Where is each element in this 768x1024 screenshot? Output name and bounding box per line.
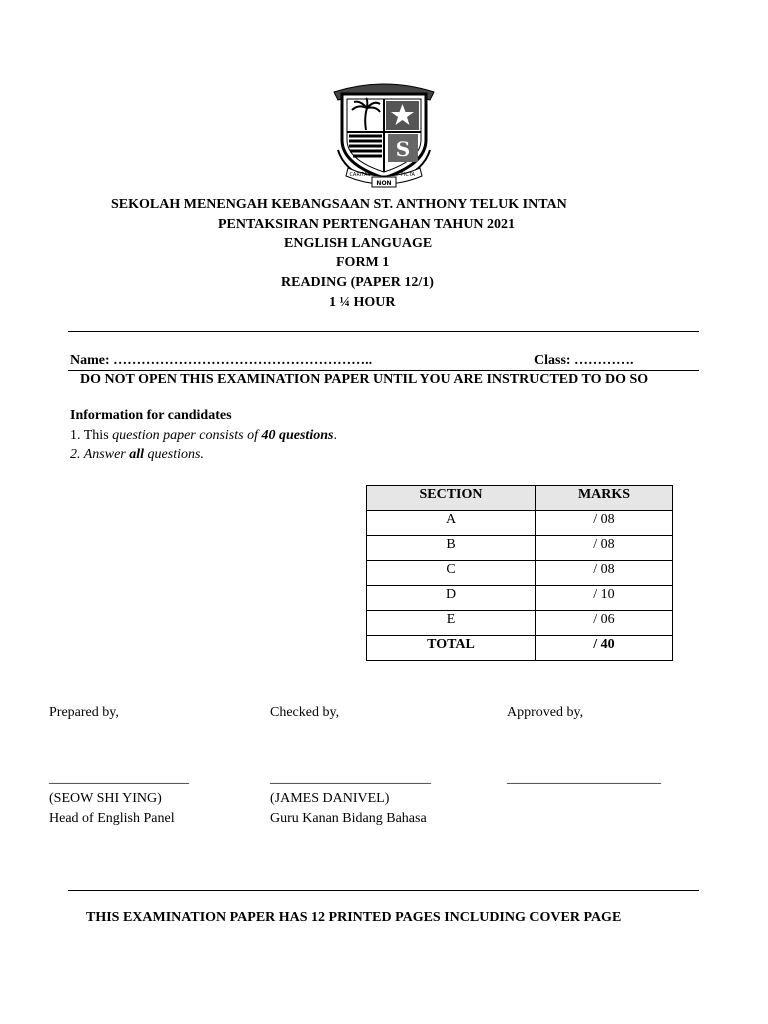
total-value: / 40: [536, 636, 673, 661]
info-line-1-end: .: [333, 428, 337, 443]
section-cell: B: [367, 536, 536, 561]
info-line-2: [70, 447, 204, 463]
section-cell: A: [367, 511, 536, 536]
subject-title: ENGLISH LANGUAGE: [284, 236, 433, 251]
info-line-2-end: questions.: [144, 447, 204, 462]
marks-column-header: MARKS: [536, 486, 673, 511]
info-line-1-italic: question paper consists of: [112, 428, 262, 443]
info-line-1-bold: 40 questions: [261, 428, 334, 443]
paper-title: READING (PAPER 12/1): [281, 275, 434, 290]
approved-signature-line: ______________________: [507, 771, 661, 786]
approved-by-label: Approved by,: [507, 705, 584, 720]
assessment-title: PENTAKSIRAN PERTENGAHAN TAHUN 2021: [218, 217, 516, 232]
info-line-2-prefix: 2. Answer: [70, 447, 130, 462]
footer-divider: [68, 890, 699, 891]
marks-table: [366, 485, 673, 661]
section-column-header: SECTION: [367, 486, 536, 511]
form-title: FORM 1: [336, 255, 390, 270]
prepared-signature-line: ____________________: [49, 771, 189, 786]
school-crest-icon: [330, 80, 438, 190]
checked-by-label: Checked by,: [270, 705, 340, 720]
prepared-by-name: (SEOW SHI YING): [49, 791, 162, 806]
name-field-label: Name: ………………………………………………..: [70, 353, 373, 368]
total-label: TOTAL: [367, 636, 536, 661]
prepared-by-label: Prepared by,: [49, 705, 119, 720]
header-divider: [68, 331, 699, 332]
checked-signature-line: _______________________: [270, 771, 431, 786]
info-line-1: [70, 428, 337, 444]
marks-cell: / 08: [536, 536, 673, 561]
svg-text:S: S: [395, 137, 411, 161]
motto-left: CARITAS: [349, 172, 371, 178]
section-cell: E: [367, 611, 536, 636]
table-row: [367, 586, 673, 611]
table-row: [367, 561, 673, 586]
info-line-2-bold: all: [129, 447, 145, 462]
marks-cell: / 08: [536, 561, 673, 586]
section-cell: C: [367, 561, 536, 586]
footer-note: THIS EXAMINATION PAPER HAS 12 PRINTED PAGES INCLUDING COVER PAGE: [86, 910, 622, 925]
marks-cell: / 10: [536, 586, 673, 611]
prepared-by-role: Head of English Panel: [49, 811, 175, 826]
school-name: SEKOLAH MENENGAH KEBANGSAAN ST. ANTHONY TELUK INTAN: [111, 197, 567, 212]
checked-by-role: Guru Kanan Bidang Bahasa: [270, 811, 427, 826]
marks-table-header-row: [367, 486, 673, 511]
marks-cell: / 06: [536, 611, 673, 636]
table-row: [367, 611, 673, 636]
table-row: [367, 536, 673, 561]
exam-warning: DO NOT OPEN THIS EXAMINATION PAPER UNTIL YOU ARE INSTRUCTED TO DO SO: [80, 372, 649, 387]
motto-center: NON: [376, 180, 392, 187]
class-field-label: Class: ………….: [534, 353, 634, 368]
duration: 1 ¼ HOUR: [329, 295, 396, 310]
info-line-1-prefix: 1. This: [70, 428, 113, 443]
info-heading: Information for candidates: [70, 408, 232, 423]
checked-by-name: (JAMES DANIVEL): [270, 791, 390, 806]
table-row: [367, 511, 673, 536]
marks-cell: / 08: [536, 511, 673, 536]
section-cell: D: [367, 586, 536, 611]
name-divider: [68, 370, 699, 371]
motto-right: FICTA: [401, 172, 415, 178]
total-row: [367, 636, 673, 661]
